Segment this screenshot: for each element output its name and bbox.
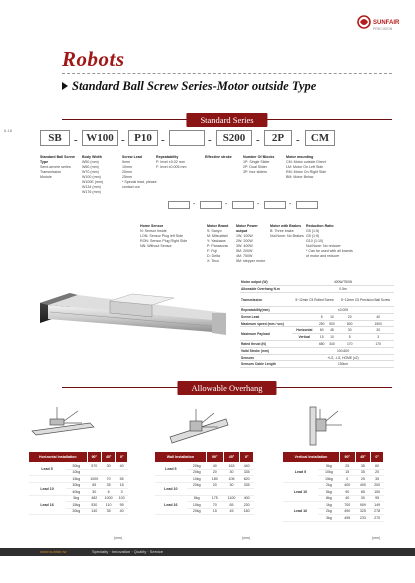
spec-cell: 10 [327,334,337,341]
overhang-value: 230 [240,502,254,509]
overhang-value: 85 [355,489,371,496]
option-line: B: Three brake [270,229,294,233]
overhang-value: 25 [339,463,355,470]
footer-tagline: Specialty · Innovation · Quality · Service [92,549,164,554]
option-heading: Motor Power output [236,224,258,233]
option-line: G5 (1:5) [306,229,320,233]
overhang-diagrams [20,405,400,447]
table-row [240,307,394,314]
option-col-stroke [205,155,245,160]
table-row [240,279,394,286]
option-heading: Home Sensor [140,224,164,228]
load-mass: 5kg [318,489,339,496]
overhang-value: 6 [101,489,115,496]
spec-label: Sensors [240,354,292,361]
overhang-value: 70 [101,476,115,483]
load-mass: 15kg [66,502,88,509]
spec-cell: 150cm [292,361,394,368]
logo-text: SUNFAIR [373,20,400,26]
table-col-header: 0° [371,452,384,463]
overhang-value: 25 [355,476,371,483]
overhang-value: 530 [87,502,101,509]
load-mass: 20kg [187,469,206,476]
option-line: Semi-severe series [40,165,71,169]
option-line: 20mm [122,170,132,174]
table-col-header: 45° [223,452,240,463]
option-line: 3W: 400W [236,244,253,248]
overhang-value: 30 [223,482,240,489]
table-title: Vertical Installation [283,452,340,463]
code-dash: - [161,134,165,146]
option-heading: Number Of Blocks [243,155,275,159]
option-line: S: Sanyo [207,229,222,233]
table-row [240,286,394,293]
code-type: SB [40,130,70,146]
spec-cell: 1500 [362,320,394,327]
option-heading: Screw Lead [122,155,142,159]
overhang-value: 30 [101,463,115,470]
load-label: Lead 16 [29,495,66,515]
load-label: Lead 5 [29,463,66,476]
unit-label: (mm) [372,536,381,540]
table-col-header: 45° [355,452,371,463]
table-row [240,320,394,327]
overhang-value: 570 [87,463,101,470]
suffix-col-motor-brand [207,224,233,264]
load-label: Lead 10 [29,482,66,495]
spec-label: Screw Lead [240,313,292,320]
load-mass: 40kg [66,489,88,496]
table-header-row [155,452,254,463]
load-mass: 20kg [187,508,206,515]
spec-cell: 15 [317,334,327,341]
spec-cell: 170 [337,341,362,348]
spec-label: Sensors Cable Length [240,361,292,368]
option-line: * Special lead, please contact our [122,180,157,189]
option-line: F: level ±0.005 mm [156,165,187,169]
load-mass: 30kg [66,482,88,489]
overhang-value: 440 [240,463,254,470]
load-mass: 15kg [318,476,339,483]
option-col-repeatability [156,155,200,170]
option-heading: Effective stroke [205,155,232,159]
option-line: CM: Motor outside Direct [286,160,326,164]
suffix-col-brakes [270,224,306,239]
overhang-value: 180 [206,476,223,483]
option-line: 5M: 200W [236,249,253,253]
code-motor-mount: CM [305,130,335,146]
load-label: Lead 16 [155,495,188,515]
suffix-box [232,201,254,209]
spec-cell: +LS, -LS, HOME (x2) [292,354,394,361]
load-mass: 15kg [66,476,88,483]
option-line: 3P: four sliders [243,170,267,174]
overhang-value: 1000 [87,476,101,483]
spec-cell: 30 [337,327,362,334]
overhang-value: 140 [87,508,101,515]
option-line: 2W: 200W [236,239,253,243]
code-lead: P10 [128,130,158,146]
table-row [240,313,394,320]
vertical-diagram [310,407,342,445]
overhang-value: 35 [355,463,371,470]
load-mass: 3kg [318,515,339,522]
suffix-dash: - [225,201,228,208]
option-heading: Body Width [82,155,102,159]
overhang-value: 400 [355,482,371,489]
overhang-value: 15 [339,469,355,476]
unit-label: (mm) [242,536,251,540]
load-mass: 20kg [187,463,206,470]
overhang-value: 325 [355,508,371,515]
option-line: 1W: 100W [236,234,253,238]
table-title: Horizontal Installation [29,452,88,463]
overhang-value: 65 [223,502,240,509]
suffix-box [296,201,318,209]
load-label: Lead 5 [283,463,319,483]
load-mass: 5kg [66,495,88,502]
overhang-value: 335 [240,482,254,489]
overhang-value: 909 [355,502,371,509]
table-row [240,347,394,354]
overhang-value: 45 [223,508,240,515]
overhang-value: 490 [339,508,355,515]
option-line: Module [40,175,52,179]
overhang-value: 110 [101,502,115,509]
spec-label: Valid Stroke (mm) [240,347,292,354]
option-line: W60 (mm) [82,165,99,169]
wall-diagram [170,409,228,443]
overhang-value: 270 [371,515,384,522]
code-dash: - [74,134,78,146]
spec-label: Allowable Overhang N.m [240,286,292,293]
ball-screw-actuator-image [36,283,230,345]
arrow-right-icon [62,82,68,90]
spec-label: Transmission [240,293,292,307]
option-line: P: level ±0.02 mm [156,160,185,164]
overhang-value: 106 [223,476,240,483]
overhang-value: 20 [206,469,223,476]
option-line: Transmission [40,170,62,174]
table-row [240,341,394,348]
spec-label: Repeatability(mm) [240,307,292,314]
option-line: Nul:None: No reducer [306,244,341,248]
overhang-value: 20 [371,469,384,476]
option-line: F: Fuji [207,249,217,253]
load-mass: 5kg [187,495,206,502]
table-row [240,354,394,361]
suffix-dash: - [193,201,196,208]
option-line: W50 (mm) [82,160,99,164]
option-line: RM: Motor On Right Side [286,170,327,174]
option-heading: Motor Brand [207,224,229,228]
table-header-row [283,452,384,463]
spec-cell: 100-600 [292,347,394,354]
overhang-value: 35 [101,482,115,489]
overhang-value: 60 [371,463,384,470]
option-line: P: Panasonic [207,244,229,248]
spec-cell: 800 [337,320,362,327]
code-stroke: S200 [216,130,252,146]
code-stroke-blank [169,130,205,146]
spec-cell: 5~12mm C5 Rolled Screw [292,293,337,307]
table-row [240,361,394,368]
overhang-value: 15 [206,508,223,515]
overhang-value: 70 [206,502,223,509]
overhang-value: 35 [355,469,371,476]
option-line: 5mm [122,160,130,164]
option-line: 25mm [122,175,132,179]
overhang-value: 40 [116,463,128,470]
option-line: W176 (mm) [82,190,101,194]
load-mass: 10kg [66,469,88,476]
code-dash: - [256,134,260,146]
overhang-value: 65 [87,482,101,489]
overhang-value: 0 [339,476,355,483]
spec-cell: 48 [327,327,337,334]
table-col-header: 90° [87,452,101,463]
suffix-col-motor-power [236,224,266,264]
option-heading: Reduction Ratio [306,224,334,228]
overhang-value: 30 [87,489,101,496]
logo-tagline: PRECISION [373,27,393,31]
overhang-value: 40 [116,508,128,515]
code-dash: - [208,134,212,146]
suffix-col-reduction [306,224,354,259]
spec-cell: 20 [337,313,362,320]
spec-cell: 400W/750W [292,279,394,286]
load-mass: 1kg [318,502,339,509]
overhang-value: 95 [116,502,128,509]
spec-table [240,279,394,368]
overhang-value: 95 [371,495,384,502]
page-subtitle: Standard Ball Screw Series-Motor outside Type [72,79,317,93]
horizontal-diagram [32,407,94,435]
option-line: 10mm [122,165,132,169]
overhang-value: 620 [240,476,254,483]
unit-label: (mm) [114,536,123,540]
option-line: 2P: Dual Slider [243,165,267,169]
overhang-value: 495 [339,515,355,522]
load-mass: 2kg [318,508,339,515]
overhang-value: 400 [240,495,254,502]
option-heading: Standard Ball Screw Type [40,155,75,164]
suffix-box [200,201,222,209]
option-line: 4M: 750W [236,254,253,258]
table-col-header: 0° [240,452,254,463]
overhang-value: 400 [339,482,355,489]
load-label: Lead 10 [155,482,188,495]
suffix-dash: - [257,201,260,208]
overhang-value: 103 [116,495,128,502]
option-line: Y: Yaskawa [207,239,226,243]
option-line: W70 (mm) [82,170,99,174]
code-dash: - [121,134,125,146]
overhang-value: 150 [371,489,384,496]
spec-cell: 20 [362,327,394,334]
code-dash: - [296,134,300,146]
overhang-table-1 [154,451,254,515]
load-mass: 10kg [187,476,206,483]
spec-sub: Horizontal [292,327,317,334]
spec-cell: ±0.005 [292,307,394,314]
suffix-col-home-sensor [140,224,202,249]
option-line: N: Sensor Inside [140,229,167,233]
spec-cell: 10 [327,313,337,320]
section-title: Robots [62,47,125,71]
load-label: Lead 5 [155,463,188,476]
spec-label: Maximum Payload [240,327,292,341]
option-line: * Can be used with all brands of motor and reducer [306,249,353,258]
option-line: D: Delta [207,254,220,258]
page-side-tag: 6-18 [4,128,13,133]
code-width: W100 [82,130,118,146]
spec-cell: 60 [317,327,327,334]
option-heading: Motor mounting [286,155,314,159]
spec-label: Rated thrust (N) [240,341,292,348]
overhang-value: 40 [339,495,355,502]
load-mass: 8kg [318,495,339,502]
table-col-header: 90° [339,452,355,463]
option-line: 5M: stepper motor [236,259,266,263]
option-line: W100 (mm) [82,175,101,179]
overhang-value: 1000 [101,495,115,502]
option-line: LON: Sensor Plug left Side [140,234,183,238]
option-line: G10 (1:10) [306,239,324,243]
overhang-value: 278 [371,508,384,515]
overhang-value: 1100 [223,495,240,502]
option-line: W134 (mm) [82,185,101,189]
spec-cell: 5 [317,313,327,320]
option-line: LM: Motor On Left Side [286,165,324,169]
code-blocks: 2P [264,130,292,146]
overhang-value: 18 [116,482,128,489]
load-label: Lead 16 [283,502,319,522]
table-title: Wall Installation [155,452,207,463]
spec-cell: 40 [362,313,394,320]
overhang-value: 482 [87,495,101,502]
overhang-table-0 [28,451,128,515]
overhang-value: 175 [206,495,223,502]
suffix-dash: - [289,201,292,208]
overhang-value: 335 [240,469,254,476]
spec-cell: 170 [362,341,394,348]
overhang-value: 35 [101,508,115,515]
overhang-value: 40 [206,463,223,470]
load-mass: 2kg [318,482,339,489]
option-heading: Motor with Brakes [270,224,302,228]
table-row [240,293,394,307]
overhang-value: 20 [206,482,223,489]
spec-sub: Vertical [292,334,317,341]
overhang-value: 55 [116,476,128,483]
load-mass: 10kg [318,469,339,476]
spec-cell: 250 [317,320,327,327]
table-col-header: 90° [206,452,223,463]
suffix-box [264,201,286,209]
spec-cell: 0.5m [292,286,394,293]
option-line: BM: Motor Below [286,175,314,179]
option-col-blocks [243,155,285,175]
option-heading: Repeatability [156,155,179,159]
load-mass: 20kg [187,482,206,489]
overhang-value: 90 [339,489,355,496]
title-divider [62,73,392,74]
footer-url: www.sunfair.tw [40,549,67,554]
option-line: X: Teco [207,259,219,263]
option-col-width [82,155,120,195]
load-mass: 30kg [66,463,88,470]
option-line: W100E (mm) [82,180,104,184]
table-col-header: 0° [116,452,128,463]
overhang-value: 200 [371,482,384,489]
standard-series-label: Standard Series [186,113,267,127]
sunfair-logo [356,14,400,36]
table-row [240,327,394,334]
option-line: G9 (1:9) [306,234,320,238]
spec-cell: 340 [327,341,337,348]
spec-cell: 5~12mm C5 Precision Ball Screw [337,293,394,307]
option-col-motor-mount [286,155,336,180]
overhang-value: 160 [240,508,254,515]
table-col-header: 45° [101,452,115,463]
overhang-value: 163 [223,463,240,470]
overhang-value: 700 [339,502,355,509]
overhang-banner [62,381,392,395]
option-line: 1P: Single Slider [243,160,270,164]
option-line: Nul:None: No Brakes [270,234,304,238]
spec-cell: 500 [327,320,337,327]
option-line: NN: Without Sensor [140,244,172,248]
spec-cell: 3 [362,334,394,341]
overhang-value: 35 [371,476,384,483]
overhang-value: 3 [116,489,128,496]
overhang-value: 30 [223,469,240,476]
overhang-value: 30 [355,495,371,502]
suffix-box [168,201,190,209]
overhang-value: 233 [355,515,371,522]
overhang-table-2 [282,451,384,522]
spec-label: Maximum speed (mm / sec) [240,320,292,327]
option-line: RON: Sensor Plug Right Side [140,239,188,243]
load-mass: 30kg [66,508,88,515]
option-line: M: Mitsubishi [207,234,228,238]
spec-cell: 680 [317,341,327,348]
spec-cell: 5 [337,334,362,341]
load-mass: 5kg [318,463,339,470]
overhang-label: Allowable Overhang [177,381,276,395]
load-label: Lead 10 [283,482,319,502]
standard-series-banner [62,113,392,127]
overhang-value: 149 [371,502,384,509]
spec-label: Motor output (W) [240,279,292,286]
table-header-row [29,452,128,463]
option-col-type [40,155,78,180]
load-mass: 10kg [187,502,206,509]
